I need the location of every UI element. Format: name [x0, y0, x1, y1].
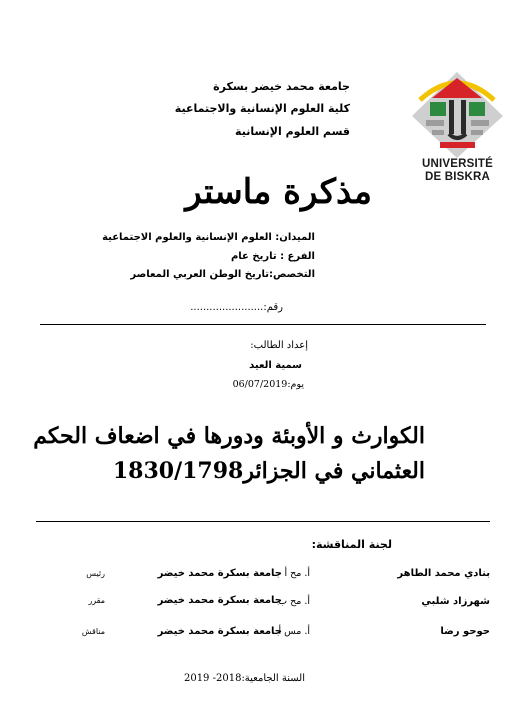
member-university: جامعة بسكرة محمد خيضر	[157, 568, 282, 579]
member-rank: أ. مح ب	[278, 596, 310, 607]
date-label: يوم:	[287, 379, 304, 390]
department-name: قسم العلوم الإنسانية	[235, 125, 350, 138]
date-value: 06/07/2019	[232, 379, 288, 390]
reference-number	[190, 302, 283, 313]
logo-text-universite: UNIVERSITÉ	[421, 158, 493, 170]
member-university: جامعة بسكرة محمد خيضر	[157, 626, 282, 637]
member-university: جامعة بسكرة محمد خيضر	[157, 595, 282, 606]
domain-field: الميدان: العلوم الإنسانية والعلوم الاجتماعية	[102, 232, 315, 243]
member-name: حوحو رضا	[440, 626, 490, 637]
prepared-by-label: إعداد الطالب:	[250, 340, 308, 351]
separator-line	[40, 324, 486, 325]
branch-field: الفرع : تاريخ عام	[230, 251, 315, 262]
separator-line-2	[36, 521, 490, 522]
member-role: مناقش	[81, 627, 105, 636]
document-type-title: مذكرة ماستر	[185, 172, 372, 212]
member-rank: أ. مس أ	[278, 626, 310, 637]
university-name: جامعة محمد خيضر بسكرة	[213, 80, 350, 93]
member-name: بنادي محمد الطاهر	[397, 568, 490, 579]
reference-dots: .......................	[190, 302, 264, 313]
academic-year: السنة الجامعية:2018- 2019	[183, 673, 305, 684]
member-role: رئيس	[86, 569, 105, 578]
thesis-title-line-2: العثماني في الجزائر1830/1798	[112, 458, 425, 484]
defense-date	[233, 379, 304, 390]
member-role: مقرر	[88, 596, 105, 605]
student-name: سمية العيد	[249, 360, 302, 371]
logo-text-biskra: DE BISKRA	[424, 171, 491, 183]
committee-title: لجنة المناقشة:	[311, 538, 392, 551]
specialty-field: التخصص:تاريخ الوطن العربي المعاصر	[130, 269, 315, 280]
member-rank: أ. مح أ	[284, 568, 310, 579]
reference-label: رقم:	[263, 302, 283, 313]
thesis-title-line-1: الكوارث و الأوبئة ودورها في اضعاف الحكم	[33, 423, 425, 449]
member-name: شهرزاد شلبي	[421, 596, 490, 607]
faculty-name: كلية العلوم الإنسانية والاجتماعية	[174, 102, 350, 115]
